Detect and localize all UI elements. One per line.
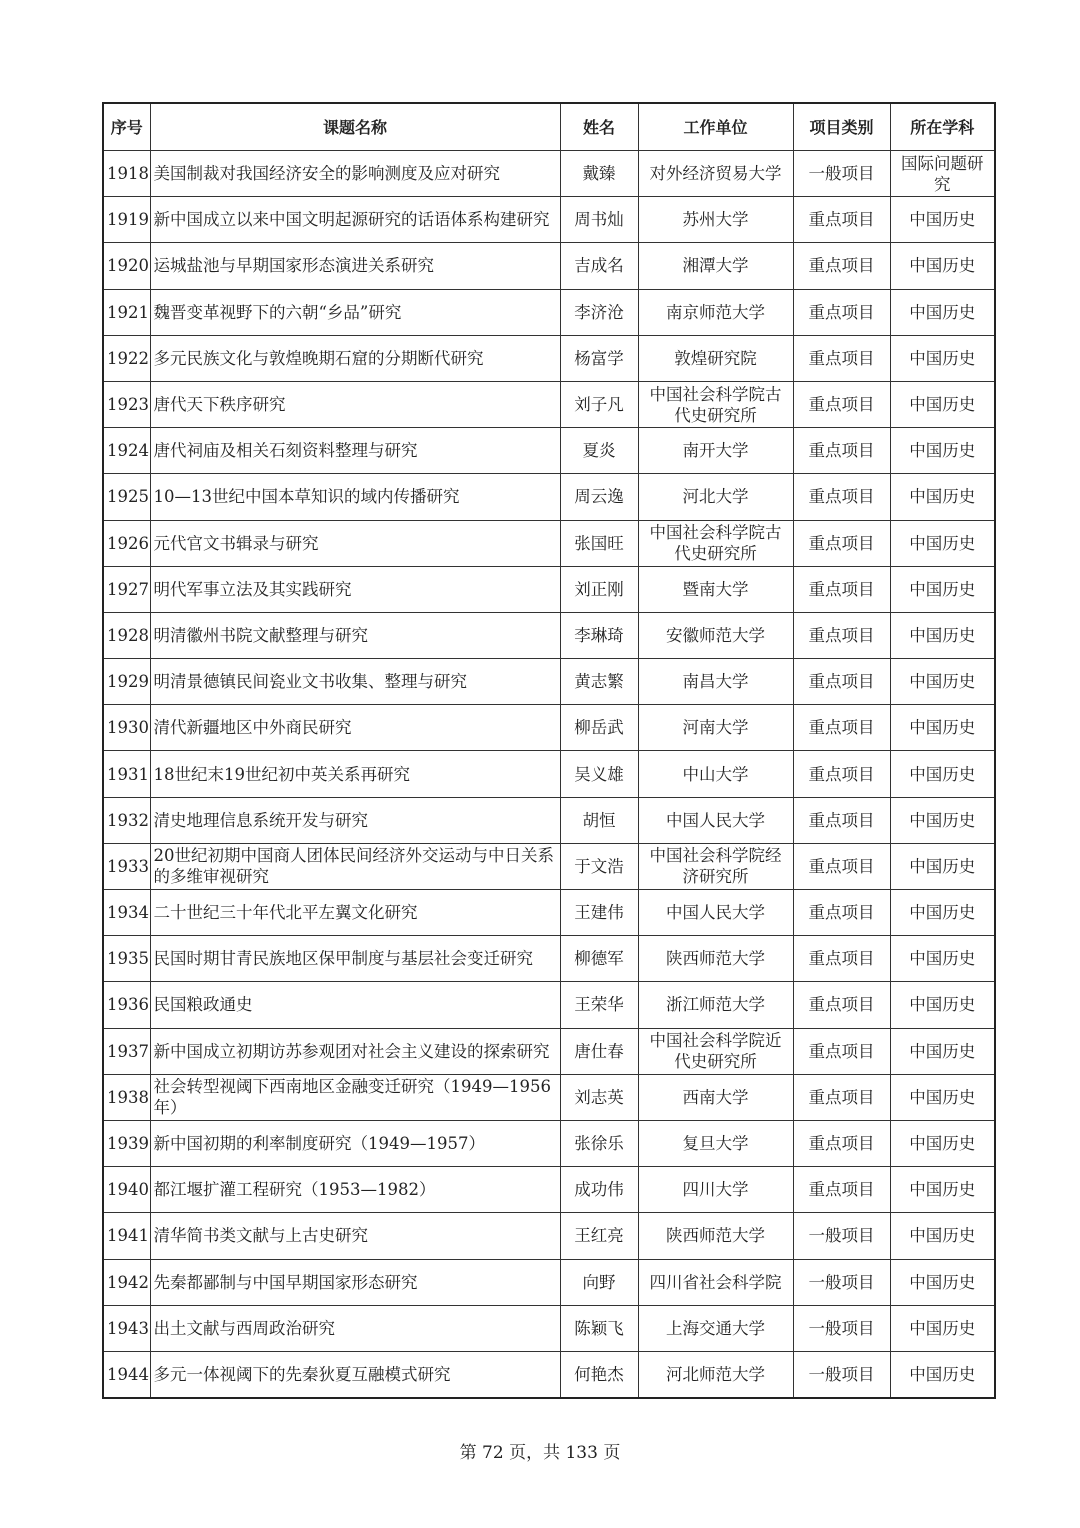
row-category: 一般项目 [793, 1305, 890, 1351]
row-title: 魏晋变革视野下的六朝“乡品”研究 [150, 289, 560, 335]
row-title: 新中国成立初期访苏参观团对社会主义建设的探索研究 [150, 1028, 560, 1074]
row-discipline: 中国历史 [890, 936, 995, 982]
row-category: 重点项目 [793, 1028, 890, 1074]
row-institution: 河北师范大学 [638, 1351, 793, 1398]
row-institution: 暨南大学 [638, 566, 793, 612]
row-index: 1918 [103, 151, 150, 197]
row-name: 王荣华 [560, 982, 638, 1028]
row-title: 新中国成立以来中国文明起源研究的话语体系构建研究 [150, 197, 560, 243]
row-title: 清华简书类文献与上古史研究 [150, 1213, 560, 1259]
row-category: 重点项目 [793, 705, 890, 751]
header-institution: 工作单位 [638, 103, 793, 151]
row-category: 重点项目 [793, 474, 890, 520]
row-index: 1944 [103, 1351, 150, 1398]
row-discipline: 中国历史 [890, 474, 995, 520]
table-row [103, 705, 995, 751]
row-discipline: 中国历史 [890, 612, 995, 658]
row-title: 明代军事立法及其实践研究 [150, 566, 560, 612]
row-title: 多元民族文化与敦煌晚期石窟的分期断代研究 [150, 335, 560, 381]
row-name: 刘志英 [560, 1074, 638, 1120]
row-index: 1934 [103, 890, 150, 936]
row-name: 胡恒 [560, 797, 638, 843]
table-row [103, 428, 995, 474]
row-discipline: 中国历史 [890, 705, 995, 751]
header-title: 课题名称 [150, 103, 560, 151]
row-institution: 河北大学 [638, 474, 793, 520]
row-institution: 中国社会科学院古代史研究所 [638, 381, 793, 427]
row-title: 明清徽州书院文献整理与研究 [150, 612, 560, 658]
row-name: 成功伟 [560, 1167, 638, 1213]
row-title: 社会转型视阈下西南地区金融变迁研究（1949—1956年） [150, 1074, 560, 1120]
row-discipline: 中国历史 [890, 428, 995, 474]
table-row [103, 1213, 995, 1259]
row-name: 杨富学 [560, 335, 638, 381]
row-index: 1923 [103, 381, 150, 427]
row-discipline: 中国历史 [890, 1028, 995, 1074]
row-title: 唐代天下秩序研究 [150, 381, 560, 427]
row-title: 清史地理信息系统开发与研究 [150, 797, 560, 843]
row-institution: 南开大学 [638, 428, 793, 474]
table-row [103, 1028, 995, 1074]
row-discipline: 中国历史 [890, 1120, 995, 1166]
row-institution: 对外经济贸易大学 [638, 151, 793, 197]
row-category: 重点项目 [793, 797, 890, 843]
row-category: 重点项目 [793, 751, 890, 797]
row-discipline: 中国历史 [890, 843, 995, 889]
row-discipline: 中国历史 [890, 381, 995, 427]
table-body [103, 151, 995, 1399]
row-discipline: 国际问题研究 [890, 151, 995, 197]
row-discipline: 中国历史 [890, 335, 995, 381]
row-name: 柳岳武 [560, 705, 638, 751]
row-discipline: 中国历史 [890, 890, 995, 936]
row-name: 黄志繁 [560, 659, 638, 705]
row-name: 周云逸 [560, 474, 638, 520]
row-title: 明清景德镇民间瓷业文书收集、整理与研究 [150, 659, 560, 705]
row-name: 王红亮 [560, 1213, 638, 1259]
row-index: 1927 [103, 566, 150, 612]
row-category: 重点项目 [793, 243, 890, 289]
row-index: 1933 [103, 843, 150, 889]
row-name: 刘子凡 [560, 381, 638, 427]
row-discipline: 中国历史 [890, 1259, 995, 1305]
row-name: 陈颖飞 [560, 1305, 638, 1351]
row-institution: 中国社会科学院经济研究所 [638, 843, 793, 889]
row-category: 一般项目 [793, 151, 890, 197]
table-row [103, 843, 995, 889]
table-row [103, 335, 995, 381]
row-institution: 复旦大学 [638, 1120, 793, 1166]
table-row [103, 1259, 995, 1305]
row-discipline: 中国历史 [890, 1213, 995, 1259]
row-category: 一般项目 [793, 1213, 890, 1259]
row-institution: 中国人民大学 [638, 890, 793, 936]
row-category: 重点项目 [793, 1120, 890, 1166]
row-category: 重点项目 [793, 197, 890, 243]
row-name: 何艳杰 [560, 1351, 638, 1398]
table-row [103, 520, 995, 566]
row-discipline: 中国历史 [890, 1167, 995, 1213]
row-category: 重点项目 [793, 890, 890, 936]
row-discipline: 中国历史 [890, 197, 995, 243]
table-row [103, 566, 995, 612]
row-category: 重点项目 [793, 520, 890, 566]
row-index: 1926 [103, 520, 150, 566]
row-name: 夏炎 [560, 428, 638, 474]
row-title: 元代官文书辑录与研究 [150, 520, 560, 566]
row-category: 重点项目 [793, 936, 890, 982]
header-name: 姓名 [560, 103, 638, 151]
table-row [103, 474, 995, 520]
table-row [103, 1120, 995, 1166]
row-category: 重点项目 [793, 659, 890, 705]
row-name: 戴臻 [560, 151, 638, 197]
row-category: 重点项目 [793, 566, 890, 612]
table-row [103, 1351, 995, 1398]
row-discipline: 中国历史 [890, 982, 995, 1028]
row-name: 王建伟 [560, 890, 638, 936]
row-title: 都江堰扩灌工程研究（1953—1982） [150, 1167, 560, 1213]
table-row [103, 243, 995, 289]
row-title: 先秦都鄙制与中国早期国家形态研究 [150, 1259, 560, 1305]
row-institution: 安徽师范大学 [638, 612, 793, 658]
row-index: 1929 [103, 659, 150, 705]
table-row [103, 197, 995, 243]
row-index: 1922 [103, 335, 150, 381]
table-row [103, 612, 995, 658]
header-index: 序号 [103, 103, 150, 151]
project-table-container [102, 102, 994, 1399]
row-name: 张国旺 [560, 520, 638, 566]
header-category: 项目类别 [793, 103, 890, 151]
row-institution: 中山大学 [638, 751, 793, 797]
table-row [103, 797, 995, 843]
row-index: 1939 [103, 1120, 150, 1166]
row-name: 吉成名 [560, 243, 638, 289]
row-name: 李琳琦 [560, 612, 638, 658]
row-discipline: 中国历史 [890, 1305, 995, 1351]
table-row [103, 982, 995, 1028]
row-institution: 陕西师范大学 [638, 936, 793, 982]
table-row [103, 890, 995, 936]
row-title: 运城盐池与早期国家形态演进关系研究 [150, 243, 560, 289]
row-discipline: 中国历史 [890, 797, 995, 843]
row-title: 二十世纪三十年代北平左翼文化研究 [150, 890, 560, 936]
row-institution: 西南大学 [638, 1074, 793, 1120]
row-index: 1925 [103, 474, 150, 520]
row-institution: 陕西师范大学 [638, 1213, 793, 1259]
row-index: 1928 [103, 612, 150, 658]
row-discipline: 中国历史 [890, 659, 995, 705]
row-name: 唐仕春 [560, 1028, 638, 1074]
row-discipline: 中国历史 [890, 1074, 995, 1120]
row-discipline: 中国历史 [890, 751, 995, 797]
row-title: 民国粮政通史 [150, 982, 560, 1028]
row-name: 柳德军 [560, 936, 638, 982]
row-name: 李济沧 [560, 289, 638, 335]
table-row [103, 1305, 995, 1351]
row-category: 重点项目 [793, 381, 890, 427]
row-index: 1932 [103, 797, 150, 843]
row-institution: 河南大学 [638, 705, 793, 751]
row-category: 重点项目 [793, 982, 890, 1028]
row-institution: 南京师范大学 [638, 289, 793, 335]
row-index: 1919 [103, 197, 150, 243]
row-title: 20世纪初期中国商人团体民间经济外交运动与中日关系的多维审视研究 [150, 843, 560, 889]
row-index: 1930 [103, 705, 150, 751]
row-index: 1941 [103, 1213, 150, 1259]
page-number: 第 72 页，共 133 页 [459, 1443, 621, 1463]
project-table [102, 102, 996, 1399]
table-row [103, 1167, 995, 1213]
row-name: 于文浩 [560, 843, 638, 889]
row-institution: 湘潭大学 [638, 243, 793, 289]
table-row [103, 151, 995, 197]
row-discipline: 中国历史 [890, 566, 995, 612]
row-category: 重点项目 [793, 289, 890, 335]
row-title: 10—13世纪中国本草知识的域内传播研究 [150, 474, 560, 520]
row-index: 1924 [103, 428, 150, 474]
row-title: 多元一体视阈下的先秦狄夏互融模式研究 [150, 1351, 560, 1398]
table-row [103, 381, 995, 427]
row-title: 清代新疆地区中外商民研究 [150, 705, 560, 751]
table-row [103, 751, 995, 797]
row-title: 新中国初期的利率制度研究（1949—1957） [150, 1120, 560, 1166]
row-name: 吴义雄 [560, 751, 638, 797]
row-category: 重点项目 [793, 1074, 890, 1120]
row-title: 唐代祠庙及相关石刻资料整理与研究 [150, 428, 560, 474]
row-title: 出土文献与西周政治研究 [150, 1305, 560, 1351]
row-institution: 苏州大学 [638, 197, 793, 243]
row-index: 1920 [103, 243, 150, 289]
row-institution: 中国社会科学院古代史研究所 [638, 520, 793, 566]
table-header-row [103, 103, 995, 151]
row-discipline: 中国历史 [890, 243, 995, 289]
table-row [103, 1074, 995, 1120]
row-title: 18世纪末19世纪初中英关系再研究 [150, 751, 560, 797]
row-category: 重点项目 [793, 428, 890, 474]
row-category: 一般项目 [793, 1259, 890, 1305]
row-index: 1921 [103, 289, 150, 335]
row-name: 周书灿 [560, 197, 638, 243]
row-category: 重点项目 [793, 335, 890, 381]
row-index: 1936 [103, 982, 150, 1028]
row-category: 重点项目 [793, 843, 890, 889]
row-title: 美国制裁对我国经济安全的影响测度及应对研究 [150, 151, 560, 197]
row-institution: 中国社会科学院近代史研究所 [638, 1028, 793, 1074]
row-index: 1940 [103, 1167, 150, 1213]
row-institution: 上海交通大学 [638, 1305, 793, 1351]
header-discipline: 所在学科 [890, 103, 995, 151]
row-name: 刘正刚 [560, 566, 638, 612]
row-index: 1943 [103, 1305, 150, 1351]
row-discipline: 中国历史 [890, 520, 995, 566]
table-row [103, 936, 995, 982]
row-institution: 南昌大学 [638, 659, 793, 705]
row-institution: 中国人民大学 [638, 797, 793, 843]
row-institution: 四川省社会科学院 [638, 1259, 793, 1305]
table-row [103, 659, 995, 705]
row-index: 1938 [103, 1074, 150, 1120]
row-index: 1935 [103, 936, 150, 982]
row-institution: 浙江师范大学 [638, 982, 793, 1028]
row-title: 民国时期甘青民族地区保甲制度与基层社会变迁研究 [150, 936, 560, 982]
row-institution: 四川大学 [638, 1167, 793, 1213]
row-index: 1931 [103, 751, 150, 797]
row-index: 1942 [103, 1259, 150, 1305]
row-name: 张徐乐 [560, 1120, 638, 1166]
row-name: 向野 [560, 1259, 638, 1305]
row-institution: 敦煌研究院 [638, 335, 793, 381]
table-row [103, 289, 995, 335]
row-discipline: 中国历史 [890, 1351, 995, 1398]
row-category: 重点项目 [793, 1167, 890, 1213]
row-category: 重点项目 [793, 612, 890, 658]
row-category: 一般项目 [793, 1351, 890, 1398]
row-index: 1937 [103, 1028, 150, 1074]
row-discipline: 中国历史 [890, 289, 995, 335]
